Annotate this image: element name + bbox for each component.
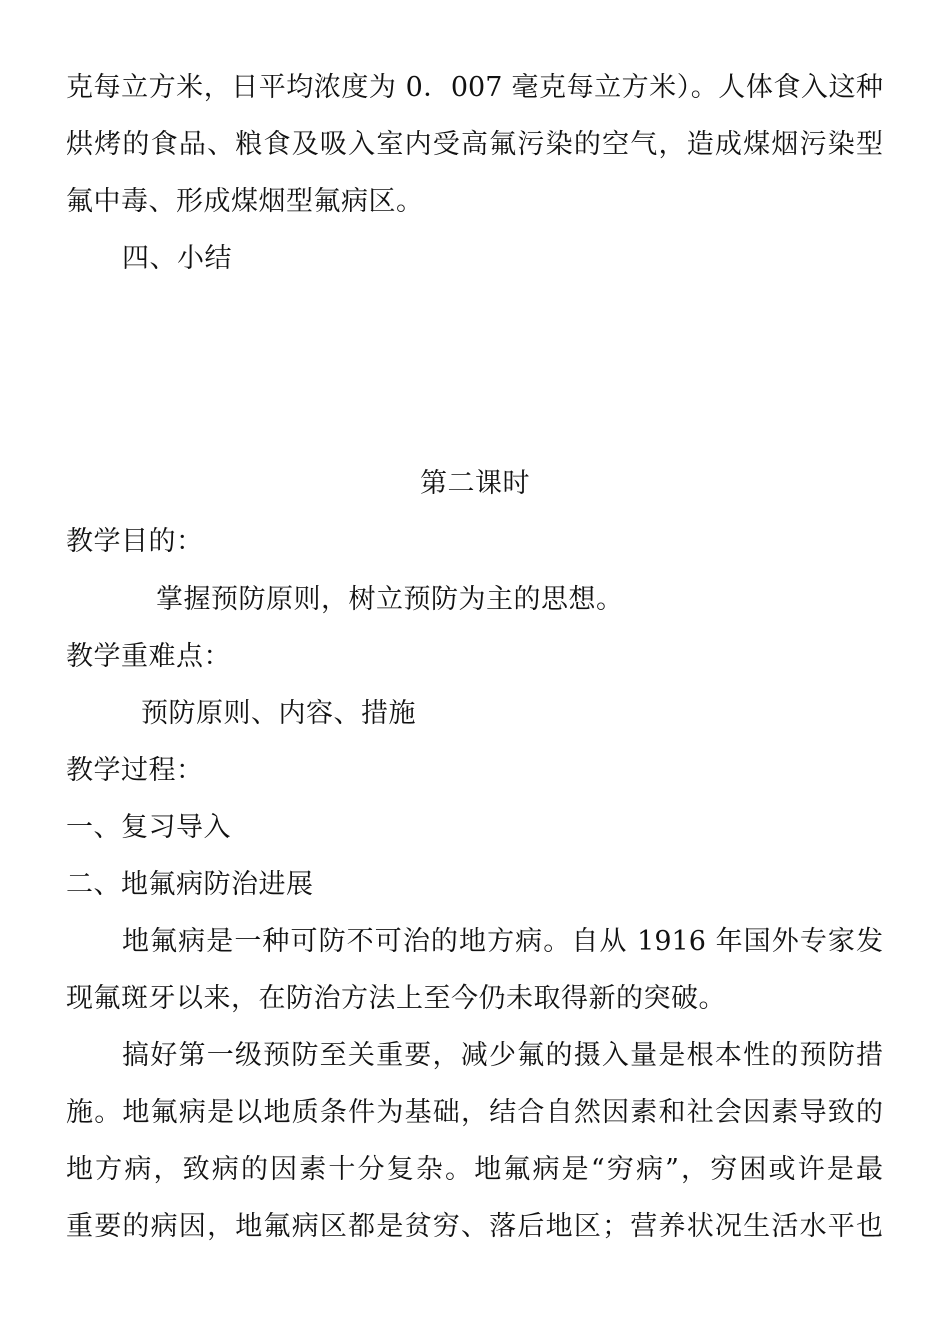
- paragraph-line: 克每立方米，日平均浓度为 0．007 毫克每立方米）。人体食入这种: [66, 72, 883, 103]
- section-label: 教学过程：: [66, 755, 204, 786]
- paragraph-line: 氟中毒、形成煤烟型氟病区。: [66, 186, 424, 217]
- paragraph-line: 搞好第一级预防至关重要，减少氟的摄入量是根本性的预防措: [122, 1040, 883, 1071]
- section-content: 预防原则、内容、措施: [141, 698, 416, 729]
- lesson-title: 第二课时: [420, 468, 530, 499]
- paragraph-line: 重要的病因，地氟病区都是贫穷、落后地区；营养状况生活水平也: [66, 1211, 883, 1242]
- paragraph-line: 现氟斑牙以来，在防治方法上至今仍未取得新的突破。: [66, 983, 726, 1014]
- section-heading: 二、地氟病防治进展: [66, 869, 314, 900]
- paragraph-line: 烘烤的食品、粮食及吸入室内受高氟污染的空气，造成煤烟污染型: [66, 129, 883, 160]
- paragraph-line: 地方病，致病的因素十分复杂。地氟病是“穷病”，穷困或许是最: [66, 1154, 883, 1185]
- section-heading: 一、复习导入: [66, 812, 231, 843]
- paragraph-line: 施。地氟病是以地质条件为基础，结合自然因素和社会因素导致的: [66, 1097, 883, 1128]
- section-heading: 四、小结: [122, 243, 232, 274]
- paragraph-line: 地氟病是一种可防不可治的地方病。自从 1916 年国外专家发: [122, 926, 883, 957]
- section-content: 掌握预防原则，树立预防为主的思想。: [156, 584, 624, 615]
- section-label: 教学重难点：: [66, 641, 231, 672]
- section-label: 教学目的：: [66, 526, 204, 557]
